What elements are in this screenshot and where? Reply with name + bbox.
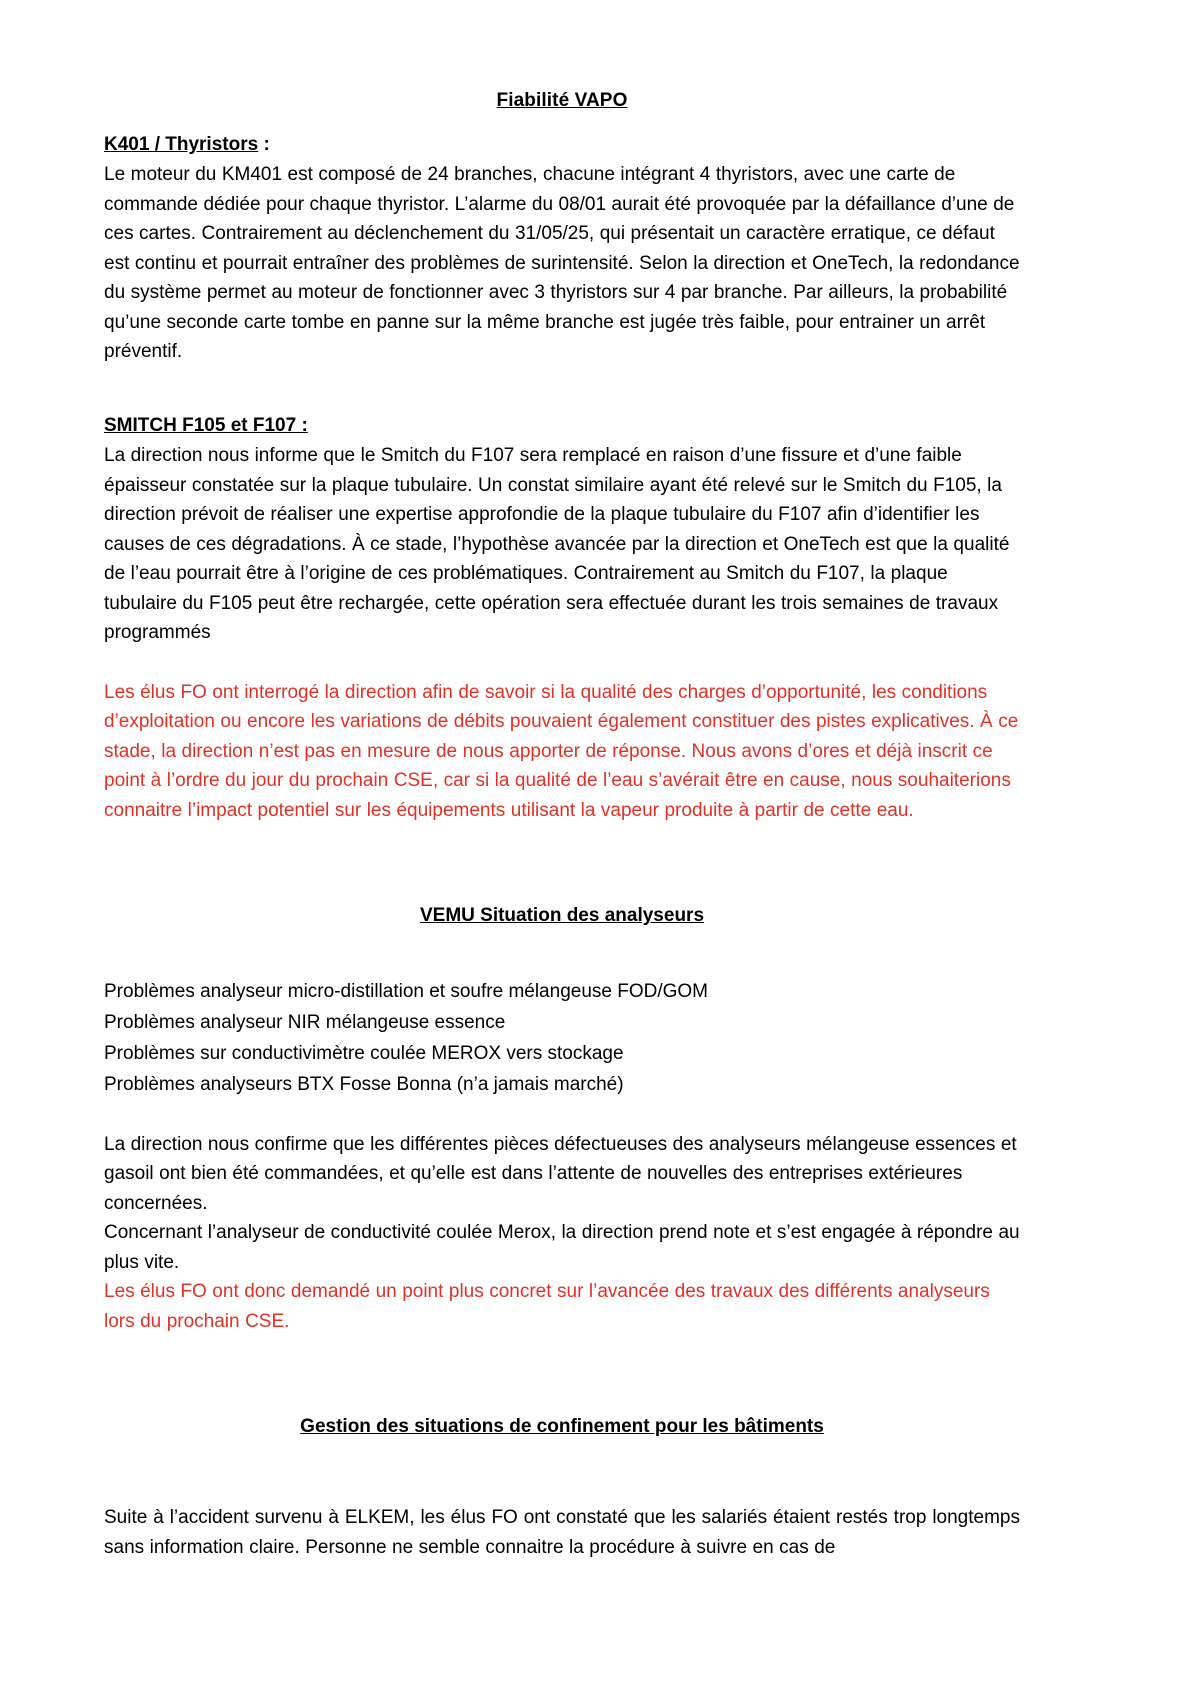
spacer [104,367,1020,413]
vemu-problem-list [104,976,1020,1100]
paragraph-vemu-2: Concernant l’analyseur de conductivité coulée Merox, la direction prend note et s’est engagée à répondre au plus vite. [104,1222,1020,1273]
paragraph-vemu-1: La direction nous confirme que les différentes pièces défectueuses des analyseurs mélangeuse essences et gasoil ont bien été commandées, et qu’elle est dans l’attente de nouvelles des entreprises extérieures concernées. [104,1133,1017,1214]
spacer [104,1441,1020,1503]
section-heading-confinement: Gestion des situations de confinement pour les bâtiments [300,1416,824,1438]
list-item: Problèmes analyseur NIR mélangeuse essence [104,1011,506,1033]
paragraph-smitch-fo-comment: Les élus FO ont interrogé la direction afin de savoir si la qualité des charges d’opportunité, les conditions d’exploitation ou encore les variations de débits pouvaient également constituer des pistes explicatives. À ce stade, la direction n’est pas en mesure de nous apporter de réponse. Nous avons d’ores et déjà inscrit ce point à l’ordre du jour du prochain CSE, car si la qualité de l’eau s’avérait être en cause, nous souhaiterions connaitre l’impact potentiel sur les équipements utilisant la vapeur produite à partir de cette eau. [104,681,1019,821]
section-heading-k401-label: K401 / Thyristors [104,133,259,155]
paragraph-k401: Le moteur du KM401 est composé de 24 branches, chacune intégrant 4 thyristors, avec une carte de commande dédiée pour chaque thyristor. L’alarme du 08/01 aurait été provoquée par la défaillance d’une de ces cartes. Contrairement au déclenchement du 31/05/25, qui présentait un caractère erratique, ce défaut est continu et pourrait entraîner des problèmes de surintensité. Selon la direction et OneTech, la redondance du système permet au moteur de fonctionner avec 3 thyristors sur 4 par branche. Par ailleurs, la probabilité qu’une seconde carte tombe en panne sur la même branche est jugée très faible, pour entrainer un arrêt préventif. [104,164,1020,363]
spacer [104,825,1020,903]
spacer [104,1100,1020,1130]
paragraph-smitch: La direction nous informe que le Smitch du F107 sera remplacé en raison d’une fissure et d’une faible épaisseur constatée sur la plaque tubulaire. Un constat similaire ayant été relevé sur le Smitch du F105, la direction prévoit de réaliser une expertise approfondie de la plaque tubulaire du F107 afin d’identifier les causes de ces dégradations. À ce stade, l’hypothèse avancée par la direction et OneTech est que la qualité de l’eau pourrait être à l’origine de ces problématiques. Contrairement au Smitch du F107, la plaque tubulaire du F105 peut être rechargée, cette opération sera effectuée durant les trois semaines de travaux programmés [104,445,1010,644]
spacer [104,930,1020,976]
section-heading-vemu: VEMU Situation des analyseurs [419,905,705,927]
paragraph-confinement: Suite à l’accident survenu à ELKEM, les élus FO ont constaté que les salariés étaient restés trop longtemps sans information claire. Personne ne semble connaitre la procédure à suivre en cas de [104,1507,1020,1558]
section-heading-smitch [104,413,1020,440]
list-item: Problèmes analyseur micro-distillation et soufre mélangeuse FOD/GOM [104,980,709,1002]
document-content [104,88,1020,1562]
list-item: Problèmes sur conductivimètre coulée MEROX vers stockage [104,1042,624,1064]
page-title: Fiabilité VAPO [496,90,628,111]
paragraph-vemu-fo-comment: Les élus FO ont donc demandé un point plus concret sur l’avancée des travaux des différents analyseurs lors du prochain CSE. [104,1281,990,1332]
spacer [104,1336,1020,1414]
spacer [104,648,1020,678]
section-heading-k401-colon: : [258,133,270,155]
section-heading-k401 [104,132,1020,159]
list-item: Problèmes analyseurs BTX Fosse Bonna (n’a jamais marché) [104,1073,624,1095]
section-heading-smitch-label: SMITCH F105 et F107 : [104,414,308,436]
